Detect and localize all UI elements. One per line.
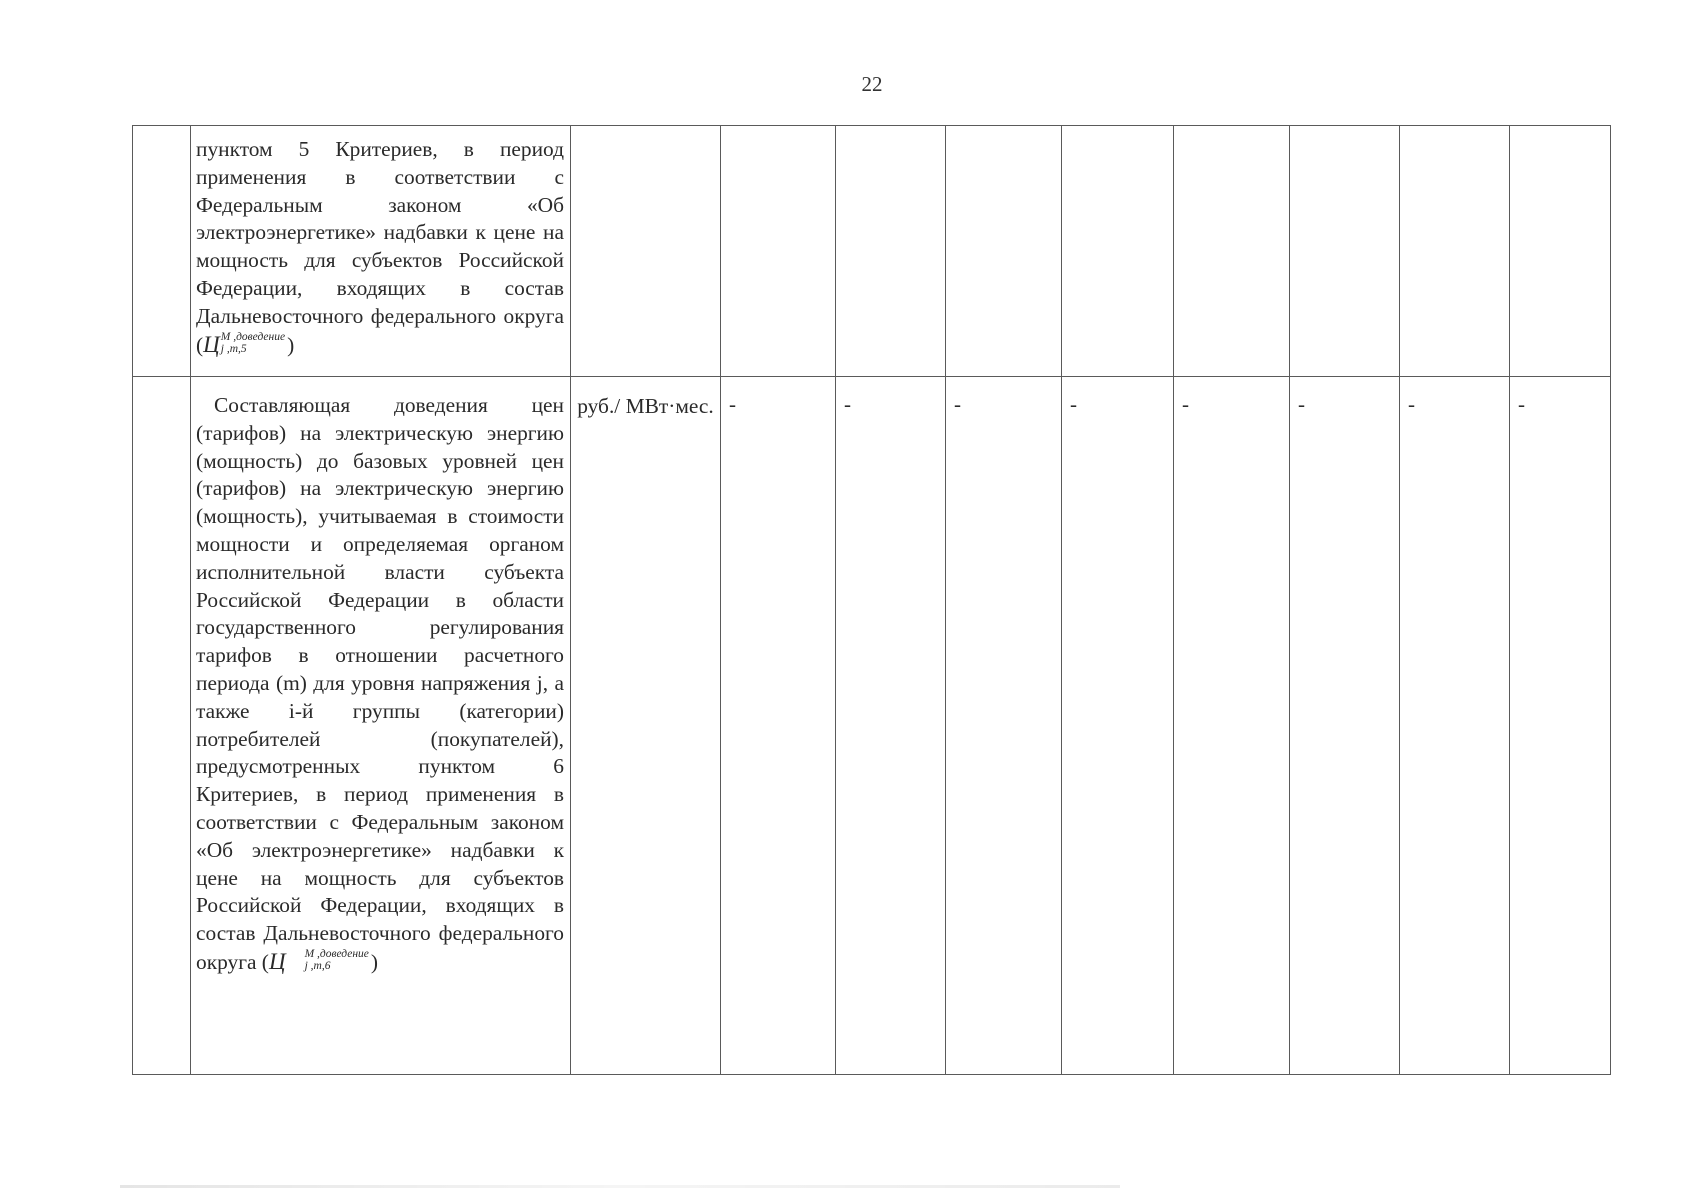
formula — [269, 950, 378, 974]
value-text — [1400, 126, 1509, 140]
description-text: Составляющая доведения цен (тарифов) на электрическую энергию (мощность) до базовых уровней цен (тарифов) на электрическую энергию (мощность), учитываемая в стоимости мощности и определяемая органом исполнительной власти субъекта Российской Федерации в области государственного регулирования тарифов в отношении расчетного периода (m) для уровня напряжения j, а также i-й группы (категории) потребителей (покупателей), предусмотренных пунктом 6 Критериев, в период применения в соответствии с Федеральным законом «Об электроэнергетике» надбавки к цене на мощность для субъектов Российской Федерации, входящих в состав Дальневосточного федерального округа ( — [196, 393, 564, 974]
formula-symbol: Ц — [268, 948, 286, 974]
value-cell — [1400, 377, 1510, 1075]
formula-close: ) — [370, 949, 379, 974]
unit-text — [571, 126, 720, 141]
value-cell — [1174, 377, 1290, 1075]
value-text: - — [1070, 392, 1077, 416]
tariff-table — [132, 125, 1611, 1075]
formula-superscript: M ,доведение — [304, 948, 369, 961]
formula-close: ) — [287, 332, 295, 357]
value-text: - — [844, 392, 851, 416]
description-text: пунктом 5 Критериев, в период применения в соответствии с Федеральным законом «Об электроэнергетике» надбавки к цене на мощность для субъектов Российской Федерации, входящих в состав Дальневосточного федерального округа ( — [196, 137, 564, 357]
value-text: - — [1408, 392, 1415, 416]
row-description — [191, 377, 570, 977]
value-text — [946, 126, 1061, 140]
value-text: - — [1518, 392, 1525, 416]
value-text — [1174, 126, 1289, 140]
value-cell — [946, 377, 1062, 1075]
value-cell — [836, 126, 946, 377]
page-number: 22 — [861, 72, 883, 96]
row-description — [191, 126, 570, 359]
formula — [203, 330, 295, 357]
value-cell — [1290, 126, 1400, 377]
scan-artifact — [120, 1185, 1120, 1188]
value-text: - — [1298, 392, 1305, 416]
value-cell — [1290, 377, 1400, 1075]
unit-text: руб./ МВт·мес. — [577, 394, 714, 418]
value-cell — [946, 126, 1062, 377]
value-cell — [721, 126, 836, 377]
description-cell — [191, 377, 571, 1075]
unit-cell — [571, 377, 721, 1075]
table-row — [133, 126, 1611, 377]
table-row — [133, 377, 1611, 1075]
formula-subscript: j ,m,6 — [304, 960, 331, 973]
value-text: - — [729, 392, 736, 416]
value-cell — [1400, 126, 1510, 377]
row-number-cell — [133, 377, 191, 1075]
value-cell — [1174, 126, 1290, 377]
formula-superscript: M ,доведение — [220, 330, 286, 343]
unit-cell — [571, 126, 721, 377]
formula-indices — [287, 948, 369, 972]
value-text — [1510, 126, 1610, 140]
row-number-cell — [133, 126, 191, 377]
value-cell — [1510, 377, 1611, 1075]
value-cell — [1062, 377, 1174, 1075]
value-text: - — [1182, 392, 1189, 416]
formula-symbol: Ц — [203, 331, 220, 357]
value-text — [836, 126, 945, 140]
description-cell — [191, 126, 571, 377]
formula-indices — [221, 331, 285, 355]
value-cell — [721, 377, 836, 1075]
value-text — [1062, 126, 1173, 140]
value-cell — [1062, 126, 1174, 377]
formula-subscript: j ,m,5 — [220, 342, 247, 355]
value-cell — [836, 377, 946, 1075]
value-cell — [1510, 126, 1611, 377]
value-text: - — [954, 392, 961, 416]
value-text — [721, 126, 835, 140]
value-text — [1290, 126, 1399, 140]
